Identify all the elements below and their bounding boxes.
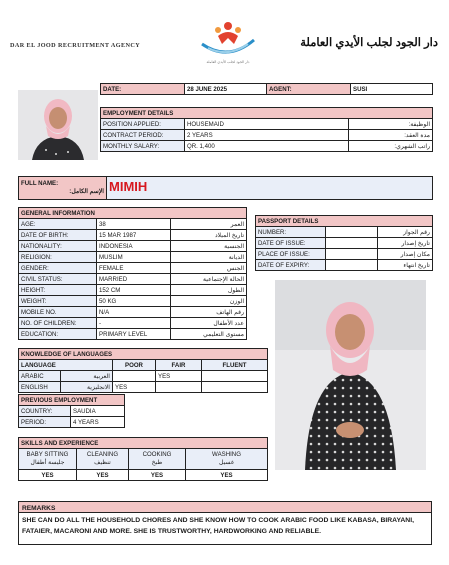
general-information-table <box>18 207 247 340</box>
remarks-title: REMARKS <box>19 502 431 513</box>
date-agent-table <box>100 83 433 95</box>
lang-fluent <box>202 371 268 382</box>
skill-name: CLEANING <box>86 451 119 458</box>
pp-value <box>326 238 378 249</box>
position-value: HOUSEMAID <box>185 119 349 130</box>
lang-name: ENGLISH <box>19 382 61 393</box>
gi-label: GENDER: <box>19 263 97 274</box>
lang-header-fluent: FLUENT <box>202 360 268 371</box>
prev-value: 4 YEARS <box>71 417 125 428</box>
gi-label: MOBILE NO. <box>19 307 97 318</box>
gi-value: - <box>97 318 171 329</box>
lang-poor: YES <box>113 382 156 393</box>
lang-name: ARABIC <box>19 371 61 382</box>
lang-header-language: LANGUAGE <box>19 360 113 371</box>
lang-fair: YES <box>156 371 202 382</box>
pp-label: PLACE OF ISSUE: <box>256 249 326 260</box>
skill-value: YES <box>186 470 268 481</box>
employment-title: EMPLOYMENT DETAILS <box>101 108 433 119</box>
full-name-value-cell <box>107 177 433 200</box>
gi-label: AGE: <box>19 219 97 230</box>
gi-label-ar: الطول <box>171 285 247 296</box>
full-body-photo <box>275 280 426 470</box>
gi-value: PRIMARY LEVEL <box>97 329 171 340</box>
employment-details-table <box>100 107 433 152</box>
skill-value: YES <box>77 470 129 481</box>
contract-label: CONTRACT PERIOD: <box>101 130 185 141</box>
logo-caption: دار الجود لجلب الأيدي العاملة <box>206 60 250 64</box>
gi-label: RELIGION: <box>19 252 97 263</box>
pp-label-ar: تاريخ انتهاء <box>378 260 433 271</box>
gi-label-ar: تاريخ الميلاد <box>171 230 247 241</box>
agent-label: AGENT: <box>267 84 351 95</box>
skill-value: YES <box>129 470 186 481</box>
gi-label-ar: الديانة <box>171 252 247 263</box>
full-name-label-ar: الإسم الكامل: <box>69 188 104 195</box>
full-name-value: MIMIH <box>109 179 148 194</box>
lang-name-ar: الانجليزية <box>61 382 113 393</box>
gi-label-ar: الجنس <box>171 263 247 274</box>
prev-label: COUNTRY: <box>19 406 71 417</box>
skill-header <box>77 449 129 470</box>
pp-label-ar: مكان إصدار <box>378 249 433 260</box>
pp-label-ar: تاريخ إصدار <box>378 238 433 249</box>
gi-label-ar: مستوى التعليمي <box>171 329 247 340</box>
lang-header-poor: POOR <box>113 360 156 371</box>
salary-label: MONTHLY SALARY: <box>101 141 185 152</box>
skill-name-ar: جليسة أطفال <box>30 459 65 466</box>
gi-label: EDUCATION: <box>19 329 97 340</box>
pp-value <box>326 249 378 260</box>
date-value: 28 JUNE 2025 <box>185 84 267 95</box>
position-label: POSITION APPLIED: <box>101 119 185 130</box>
gi-label-ar: الجنسية <box>171 241 247 252</box>
skill-name-ar: تنظيف <box>94 459 111 466</box>
gi-label: DATE OF BIRTH: <box>19 230 97 241</box>
gi-label: HEIGHT: <box>19 285 97 296</box>
skills-table <box>18 437 268 481</box>
skill-name: WASHING <box>212 451 241 458</box>
contract-label-ar: مدة العقد: <box>349 130 433 141</box>
previous-title: PREVIOUS EMPLOYMENT <box>19 395 125 406</box>
skill-header <box>19 449 77 470</box>
pp-label: DATE OF ISSUE: <box>256 238 326 249</box>
full-name-label-cell <box>19 177 107 200</box>
gi-value: MUSLIM <box>97 252 171 263</box>
gi-label: CIVIL STATUS: <box>19 274 97 285</box>
lang-fair <box>156 382 202 393</box>
prev-value: SAUDIA <box>71 406 125 417</box>
gi-label: NO. OF CHILDREN: <box>19 318 97 329</box>
agent-value: SUSI <box>351 84 433 95</box>
lang-poor <box>113 371 156 382</box>
skill-name-ar: طبخ <box>151 459 163 466</box>
agency-name-en: DAR EL JOOD RECRUITMENT AGENCY <box>10 42 141 49</box>
skill-name: COOKING <box>142 451 172 458</box>
date-label: DATE: <box>101 84 185 95</box>
lang-name-ar: العربية <box>61 371 113 382</box>
contract-value: 2 YEARS <box>185 130 349 141</box>
pp-label-ar: رقم الجواز <box>378 227 433 238</box>
pp-label: DATE OF EXPIRY: <box>256 260 326 271</box>
gi-label: NATIONALITY: <box>19 241 97 252</box>
agency-name-ar: دار الجود لجلب الأيدي العاملة <box>300 37 438 49</box>
skill-header <box>186 449 268 470</box>
pp-label: NUMBER: <box>256 227 326 238</box>
gi-label-ar: رقم الهاتف <box>171 307 247 318</box>
remarks-box <box>18 501 432 545</box>
salary-value: QR. 1,400 <box>185 141 349 152</box>
languages-table <box>18 348 268 393</box>
passport-title: PASSPORT DETAILS <box>256 216 433 227</box>
prev-label: PERIOD: <box>19 417 71 428</box>
languages-title: KNOWLEDGE OF LANGUAGES <box>19 349 268 360</box>
skill-value: YES <box>19 470 77 481</box>
gi-value: MARRIED <box>97 274 171 285</box>
gi-label-ar: عدد الأطفال <box>171 318 247 329</box>
gi-value: 152 CM <box>97 285 171 296</box>
gi-value: N/A <box>97 307 171 318</box>
skills-title: SKILLS AND EXPERIENCE <box>19 438 268 449</box>
skill-name: BABY SITTING <box>26 451 69 458</box>
general-title: GENERAL INFORMATION <box>19 208 247 219</box>
lang-fluent <box>202 382 268 393</box>
remarks-text: SHE CAN DO ALL THE HOUSEHOLD CHORES AND SHE KNOW HOW TO COOK ARABIC FOOD LIKE KABASA, BIRAYANI, FATAIER, MACARONI AND MORE. SHE IS TRUSTWORTHY, HARDWORKING AND RELIABLE. <box>22 517 414 535</box>
full-name-table <box>18 176 433 200</box>
gi-value: INDONESIA <box>97 241 171 252</box>
skill-header <box>129 449 186 470</box>
position-label-ar: الوظيفة: <box>349 119 433 130</box>
gi-label-ar: الحالة الإجتماعية <box>171 274 247 285</box>
salary-label-ar: راتب الشهري: <box>349 141 433 152</box>
gi-label: WEIGHT: <box>19 296 97 307</box>
gi-label-ar: الوزن <box>171 296 247 307</box>
portrait-photo <box>18 90 98 160</box>
full-name-label: FULL NAME: <box>21 180 59 187</box>
gi-value: FEMALE <box>97 263 171 274</box>
gi-value: 15 MAR 1987 <box>97 230 171 241</box>
pp-value <box>326 227 378 238</box>
passport-details-table <box>255 215 433 271</box>
lang-header-fair: FAIR <box>156 360 202 371</box>
pp-value <box>326 260 378 271</box>
gi-value: 38 <box>97 219 171 230</box>
gi-label-ar: العمر <box>171 219 247 230</box>
skill-name-ar: غسيل <box>218 459 235 466</box>
previous-employment-table <box>18 394 125 428</box>
gi-value: 50 KG <box>97 296 171 307</box>
